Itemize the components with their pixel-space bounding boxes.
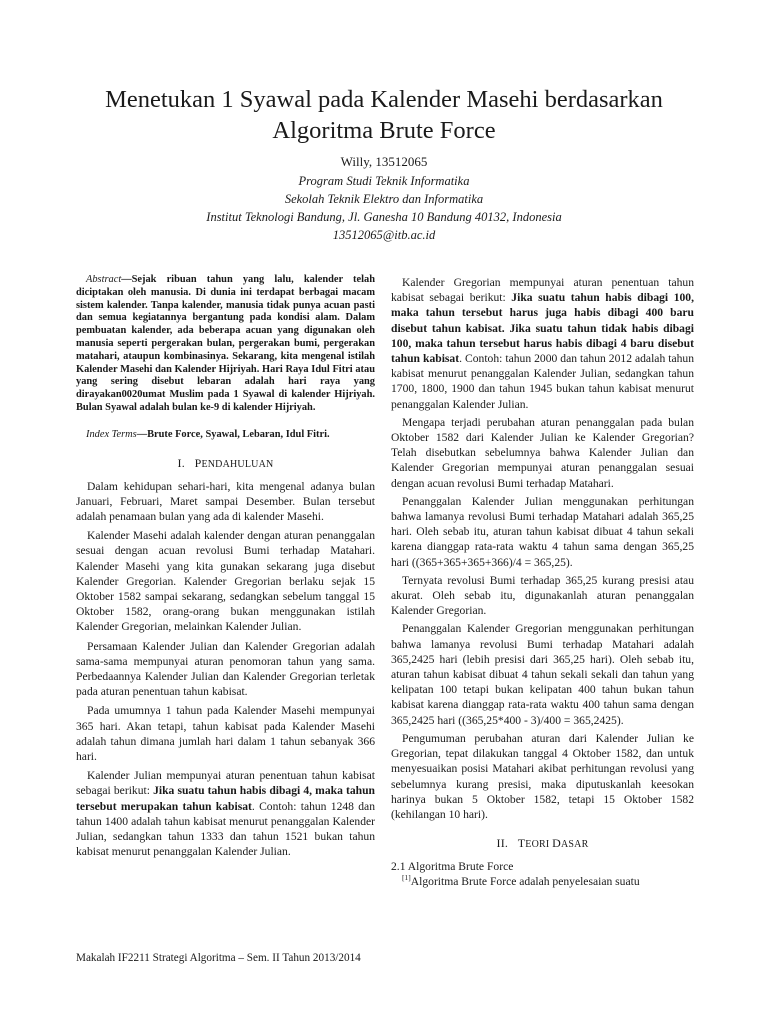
section-title-rest: ENDAHULUAN [201,458,274,470]
index-terms-text: —Brute Force, Syawal, Lebaran, Idul Fitri. [136,428,330,440]
author-email: 13512065@itb.ac.id [332,228,436,242]
right-column [391,275,694,893]
page-footer: Makalah IF2211 Strategi Algoritma – Sem. II Tahun 2013/2014 [76,952,361,964]
abstract [76,274,375,415]
section-title-initial: P [194,455,202,470]
author-name: Willy, 13512065 [340,154,428,169]
index-terms-lead: Index Terms [86,428,137,440]
paragraph-text: . Contoh: tahun 1248 dan tahun 1400 adalah tahun kabisat menurut penanggalan Kalender Julian, sedangkan tahun 1333 dan tahun 1521 bukan tahun kabisat menurut penanggalan Kalender Julian. [76,799,375,859]
section-number: II. [496,836,509,851]
paragraph: Penanggalan Kalender Gregorian menggunakan perhitungan bahwa lamanya revolusi Bumi terhadap Matahari adalah 365,2425 hari (lebih presisi dari 365,25 hari). Oleh sebab itu, aturan tahun kabisat dibuat 4 tahun sekali sekali dan tahun yang kelipatan 100 tetapi bukan kelipatan 400 tahun bukan tahun kabisat karena dianggap rata-rata waktu 400 tahun sama dengan 365,2425 hari ((365,25*400 - 3)/400 = 365,2425). [391,622,694,727]
paragraph [391,874,694,889]
paragraph-text: Kalender Gregorian mempunyai aturan penentuan tahun kabisat sebagai berikut: [391,276,694,305]
paper-title [60,84,708,146]
paragraph: Penanggalan Kalender Julian menggunakan perhitungan bahwa lamanya revolusi Bumi terhadap Matahari adalah 365,25 hari. Oleh sebab itu, aturan tahun kabisat dibuat 4 tahun sekali karena dianggap rata-rata waktu 4 tahun sama dengan 365,25 hari ((365+365+365+366)/4 = 365,25). [391,494,694,569]
section-number: I. [177,455,185,470]
section-title-initial: T [517,836,526,851]
author-block [60,153,708,244]
paragraph-bold-text: Jika suatu tahun habis dibagi 4, maka tahun tersebut merupakan tahun kabisat [76,784,376,813]
paragraph: Dalam kehidupan sehari-hari, kita mengenal adanya bulan Januari, Februari, Maret sampai Desember. Bulan tersebut adalah penamaan bulan yang ada di kalender Masehi. [76,479,375,523]
section-title-rest: EORI [525,839,553,851]
paragraph: Mengapa terjadi perubahan aturan penanggalan pada bulan Oktober 1582 dari Kalender Julian ke Kalender Gregorian? Telah disebutkan sebelumnya bahwa Kalender Julian dan Kalender Gregorian mempunyai aturan penanggalan sesuai dengan acuan revolusi Bumi terhadap Matahari. [391,415,694,490]
paragraph: Kalender Masehi adalah kalender dengan aturan penanggalan sesuai dengan acuan revolusi Bumi terhadap Matahari. Kalender Masehi yang kita gunakan sekarang juga disebut Kalender Gregorian. Kalender Gregorian berlaku sejak 15 Oktober 1582 sampai sekarang, sedangkan sebelum tanggal 15 Oktober 1582, orang-orang bukan menggunakan istilah Kalender Gregorian, melainkan Kalender Julian. [76,529,375,634]
paragraph: Pada umumnya 1 tahun pada Kalender Masehi mempunyai 365 hari. Akan tetapi, tahun kabisat pada Kalender Masehi adalah tahun dimana jumlah hari dalam 1 tahun sebanyak 366 hari. [76,704,375,764]
section-title-initial: D [552,836,561,851]
section-title-rest: ASAR [560,839,589,851]
paragraph: Persamaan Kalender Julian dan Kalender Gregorian adalah sama-sama mempunyai aturan penomoran tahun yang sama. Perbedaannya Kalender Julian dan Kalender Gregorian terletak pada aturan penentuan tahun kabisat. [76,639,375,699]
paragraph-text: Algoritma Brute Force adalah penyelesaian suatu [410,875,640,889]
index-terms [76,429,375,442]
left-column [76,274,375,863]
subsection-heading: 2.1 Algoritma Brute Force [391,860,514,874]
citation-ref: [1] [402,873,411,883]
affiliation-institute: Institut Teknologi Bandung, Jl. Ganesha 10 Bandung 40132, Indonesia [206,210,562,224]
paragraph-bold-text: Jika suatu tahun habis dibagi 100, maka tahun tersebut harus juga habis dibagi 400 baru disebut tahun kabisat. Jika suatu tahun tidak habis dibagi 100, maka tahun tersebut harus habis dibagi 4 baru disebut tahun kabisat [391,291,694,366]
paragraph: Ternyata revolusi Bumi terhadap 365,25 kurang presisi atau akurat. Oleh sebab itu, digunakanlah aturan penanggalan Kalender Gregorian. [391,573,694,618]
section-heading-1 [76,455,375,473]
title-line-2: Algoritma Brute Force [272,117,496,144]
title-line-1: Menetukan 1 Syawal pada Kalender Masehi berdasarkan [105,86,663,113]
section-heading-2 [391,835,694,853]
affiliation-program: Program Studi Teknik Informatika [298,174,470,188]
paragraph-text: . Contoh: tahun 2000 dan tahun 2012 adalah tahun kabisat menurut penanggalan Kalender Julian, sedangkan tahun 1700, 1800, 1900 dan tahun 1945 bukan tahun kabisat menurut penanggalan Kalender Julian. [391,352,695,411]
paragraph [76,768,375,859]
paragraph-text: Kalender Julian mempunyai aturan penentuan tahun kabisat sebagai berikut: [76,769,375,798]
paragraph: Pengumuman perubahan aturan dari Kalender Julian ke Gregorian, tepat dilakukan tanggal 4 Oktober 1582, dan untuk menyesuaikan posisi Matahari akibat perhitungan revolusi yang sebelumnya kurang presisi, maka diputuskanlah keesokan harinya bukan 5 Oktober 1582, tetapi 15 Oktober 1582 (kehilangan 10 hari). [391,731,694,821]
abstract-lead: Abstract [86,274,122,285]
paragraph [391,275,694,412]
affiliation-school: Sekolah Teknik Elektro dan Informatika [284,192,484,206]
abstract-text: —Sejak ribuan tahun yang lalu, kalender telah diciptakan oleh manusia. Di dunia ini terdapat berbagai macam sistem kalender. Tanpa kalender, manusia tidak punya acuan pasti dan semua kegiatannya bergantung pada kondisi alam. Dalam pembuatan kalender, ada beberapa acuan yang digunakan oleh manusia seperti pergerakan bulan, pergerakan bumi, pergerakan matahari, ataupun kombinasinya. Sekarang, kita mengenal istilah Kalender Masehi dan Kalender Hijriyah. Hari Raya Idul Fitri atau yang sering disebut lebaran adalah hari raya yang dirayakan0020umat Muslim pada 1 Syawal di kalender Hijriyah. Bulan Syawal adalah bulan ke-9 di kalender Hijriyah. [76,274,375,413]
